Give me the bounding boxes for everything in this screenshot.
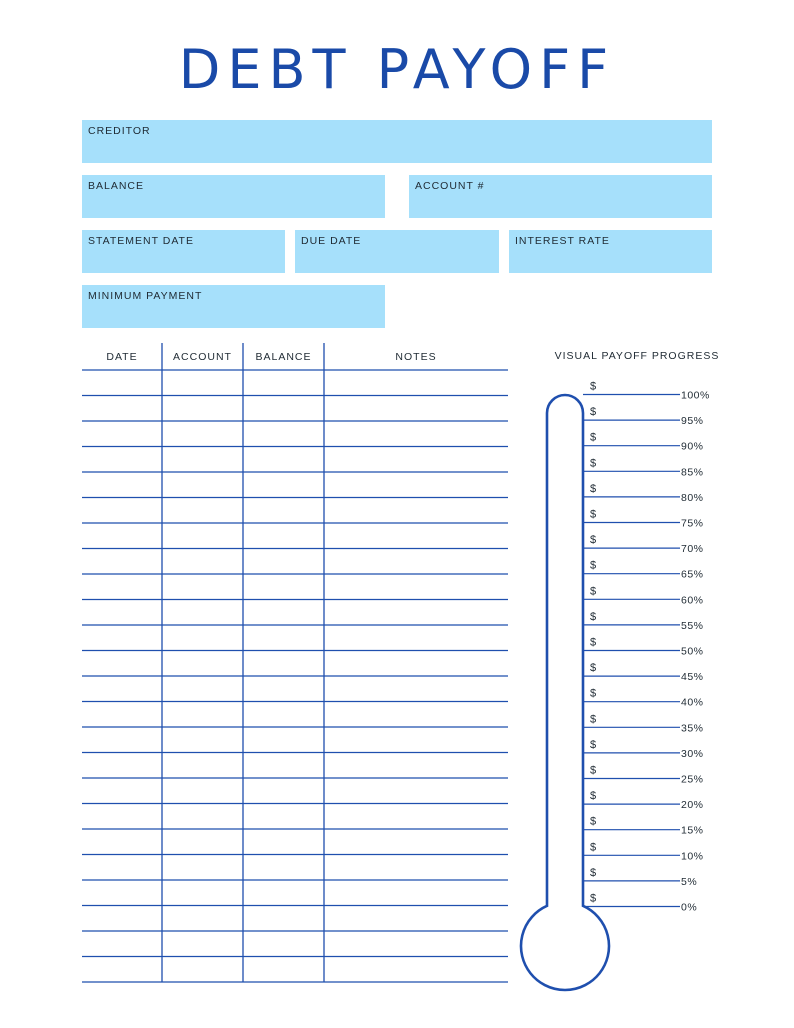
- minimum-payment-field[interactable]: [82, 285, 385, 328]
- progress-amount-field[interactable]: $: [590, 892, 597, 905]
- table-row[interactable]: [82, 676, 508, 702]
- progress-percent-label: 10%: [681, 850, 704, 863]
- table-row[interactable]: [82, 651, 508, 677]
- table-row[interactable]: [82, 549, 508, 575]
- table-row[interactable]: [82, 778, 508, 804]
- progress-percent-label: 0%: [681, 901, 698, 914]
- due-date-field[interactable]: [295, 230, 499, 273]
- progress-percent-label: 95%: [681, 415, 704, 428]
- progress-amount-field[interactable]: $: [590, 841, 597, 854]
- progress-percent-label: 70%: [681, 543, 704, 556]
- table-row[interactable]: [82, 702, 508, 728]
- progress-percent-label: 75%: [681, 517, 704, 530]
- progress-percent-label: 90%: [681, 440, 704, 453]
- table-row[interactable]: [82, 855, 508, 881]
- balance-field[interactable]: [82, 175, 385, 218]
- progress-percent-label: 80%: [681, 491, 704, 504]
- column-header-date: DATE: [106, 351, 138, 363]
- page-title: DEBT PAYOFF: [178, 38, 616, 101]
- table-grid[interactable]: [82, 343, 508, 983]
- progress-amount-field[interactable]: $: [590, 610, 597, 623]
- progress-amount-field[interactable]: $: [590, 482, 597, 495]
- progress-amount-field[interactable]: $: [590, 713, 597, 726]
- progress-percent-label: 55%: [681, 619, 704, 632]
- progress-amount-field[interactable]: $: [590, 534, 597, 547]
- progress-percent-label: 65%: [681, 568, 704, 581]
- progress-amount-field[interactable]: $: [590, 406, 597, 419]
- table-row[interactable]: [82, 472, 508, 498]
- table-row[interactable]: [82, 625, 508, 651]
- progress-percent-label: 15%: [681, 824, 704, 837]
- progress-percent-label: 5%: [681, 875, 698, 888]
- statement-date-field[interactable]: [82, 230, 285, 273]
- progress-percent-label: 45%: [681, 671, 704, 684]
- table-row[interactable]: [82, 421, 508, 447]
- progress-amount-field[interactable]: $: [590, 508, 597, 521]
- table-row[interactable]: [82, 396, 508, 422]
- progress-percent-label: 100%: [681, 389, 710, 402]
- progress-amount-field[interactable]: $: [590, 431, 597, 444]
- table-row[interactable]: [82, 727, 508, 753]
- table-row[interactable]: [82, 957, 508, 983]
- progress-percent-label: 35%: [681, 722, 704, 735]
- progress-amount-field[interactable]: $: [590, 662, 597, 675]
- minimum-payment-label: MINIMUM PAYMENT: [88, 290, 203, 302]
- progress-amount-field[interactable]: $: [590, 687, 597, 700]
- progress-percent-label: 25%: [681, 773, 704, 786]
- account-number-label: ACCOUNT #: [415, 180, 485, 192]
- creditor-field[interactable]: [82, 120, 712, 163]
- progress-amount-field[interactable]: $: [590, 636, 597, 649]
- progress-percent-label: 85%: [681, 466, 704, 479]
- progress-amount-field[interactable]: $: [590, 559, 597, 572]
- interest-rate-field[interactable]: [509, 230, 712, 273]
- payoff-progress-panel: [515, 340, 794, 1000]
- progress-amount-field[interactable]: $: [590, 457, 597, 470]
- account-number-field[interactable]: [409, 175, 712, 218]
- column-header-account: ACCOUNT: [173, 351, 232, 363]
- column-header-balance: BALANCE: [255, 351, 312, 363]
- progress-amount-field[interactable]: $: [590, 380, 597, 393]
- table-row[interactable]: [82, 804, 508, 830]
- table-row[interactable]: [82, 574, 508, 600]
- creditor-label: CREDITOR: [88, 125, 151, 137]
- table-row[interactable]: [82, 753, 508, 779]
- progress-percent-label: 30%: [681, 747, 704, 760]
- column-header-notes: NOTES: [395, 351, 437, 363]
- progress-amount-field[interactable]: $: [590, 585, 597, 598]
- table-row[interactable]: [82, 523, 508, 549]
- progress-percent-label: 50%: [681, 645, 704, 658]
- progress-percent-label: 60%: [681, 594, 704, 607]
- statement-date-label: STATEMENT DATE: [88, 235, 194, 247]
- table-row[interactable]: [82, 829, 508, 855]
- table-row[interactable]: [82, 931, 508, 957]
- table-row[interactable]: [82, 498, 508, 524]
- balance-label: BALANCE: [88, 180, 145, 192]
- progress-amount-field[interactable]: $: [590, 790, 597, 803]
- interest-rate-label: INTEREST RATE: [515, 235, 610, 247]
- table-row[interactable]: [82, 906, 508, 932]
- thermometer: [515, 340, 794, 1000]
- table-row[interactable]: [82, 370, 508, 396]
- table-row[interactable]: [82, 447, 508, 473]
- progress-amount-field[interactable]: $: [590, 866, 597, 879]
- table-row[interactable]: [82, 880, 508, 906]
- progress-percent-label: 20%: [681, 799, 704, 812]
- progress-amount-field[interactable]: $: [590, 815, 597, 828]
- progress-percent-label: 40%: [681, 696, 704, 709]
- payment-log-table: [82, 343, 508, 983]
- due-date-label: DUE DATE: [301, 235, 362, 247]
- progress-amount-field[interactable]: $: [590, 764, 597, 777]
- progress-title: VISUAL PAYOFF PROGRESS: [554, 350, 720, 362]
- table-row[interactable]: [82, 600, 508, 626]
- progress-amount-field[interactable]: $: [590, 738, 597, 751]
